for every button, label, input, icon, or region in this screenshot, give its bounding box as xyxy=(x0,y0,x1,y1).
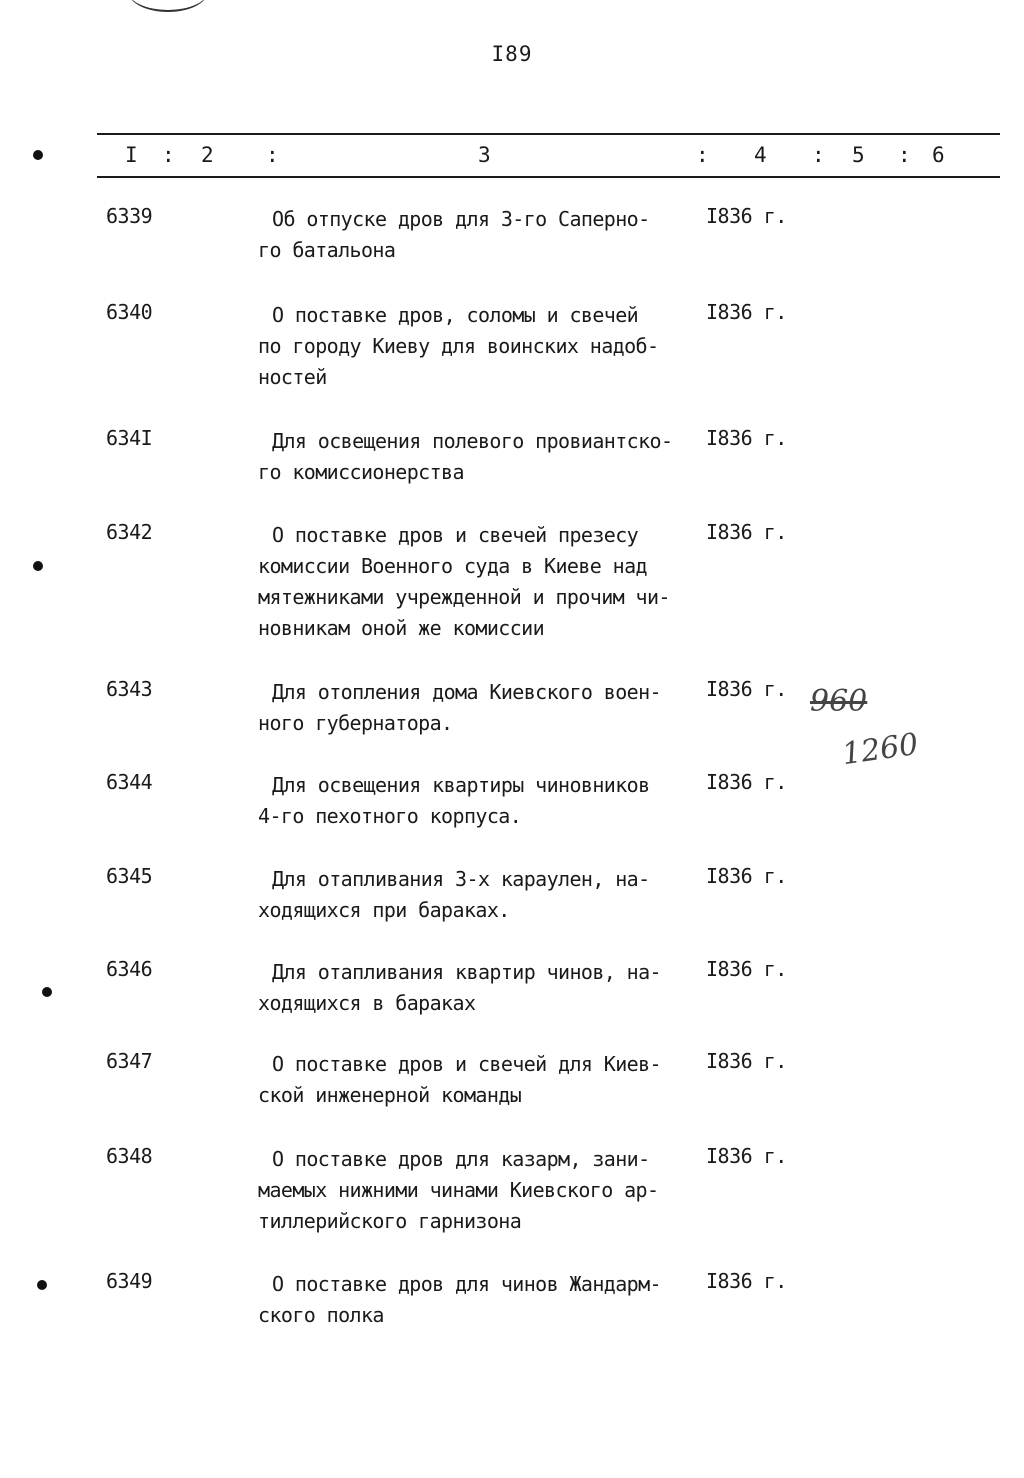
record-title-line: комиссии Военного суда в Киеве над xyxy=(258,554,647,578)
record-title-line: 4-го пехотного корпуса. xyxy=(258,804,522,828)
column-separator: : xyxy=(696,143,709,167)
margin-note-crossed: 960 xyxy=(810,684,868,719)
column-separator: : xyxy=(266,143,279,167)
record-number: 6342 xyxy=(106,520,153,544)
record-title xyxy=(258,300,718,393)
record-number: 6349 xyxy=(106,1269,153,1293)
record-number: 6348 xyxy=(106,1144,153,1168)
column-header-5: 5 xyxy=(852,143,865,167)
record-title xyxy=(258,520,718,644)
record-title-line: ностей xyxy=(258,365,327,389)
record-year: I836 г. xyxy=(706,204,787,228)
record-title-line: ходящихся в бараках xyxy=(258,991,476,1015)
column-header-3: 3 xyxy=(478,143,491,167)
stamp-fragment xyxy=(128,0,208,12)
record-title-line: Для отапливания квартир чинов, на- xyxy=(272,960,661,984)
record-number: 6346 xyxy=(106,957,153,981)
record-title-line: О поставке дров для чинов Жандарм- xyxy=(272,1272,661,1296)
record-year: I836 г. xyxy=(706,1049,787,1073)
record-title xyxy=(258,1049,718,1111)
record-year: I836 г. xyxy=(706,426,787,450)
record-number: 6347 xyxy=(106,1049,153,1073)
record-title-line: Для отапливания 3-х караулен, на- xyxy=(272,867,650,891)
margin-note: 1260 xyxy=(839,726,921,773)
record-title-line: ходящихся при бараках. xyxy=(258,898,510,922)
record-year: I836 г. xyxy=(706,520,787,544)
record-title-line: Для освещения полевого провиантско- xyxy=(272,429,673,453)
record-title-line: ского полка xyxy=(258,1303,384,1327)
header-top-rule xyxy=(97,133,1000,135)
record-year: I836 г. xyxy=(706,864,787,888)
record-title-line: го комиссионерства xyxy=(258,460,464,484)
column-header-4: 4 xyxy=(754,143,767,167)
column-header-1: I xyxy=(125,143,138,167)
record-title-line: тиллерийского гарнизона xyxy=(258,1209,522,1233)
record-title-line: О поставке дров, соломы и свечей xyxy=(272,303,639,327)
record-title xyxy=(258,1144,718,1237)
record-title xyxy=(258,204,718,266)
record-year: I836 г. xyxy=(706,1144,787,1168)
record-title-line: Для освещения квартиры чиновников xyxy=(272,773,650,797)
record-year: I836 г. xyxy=(706,300,787,324)
column-separator: : xyxy=(898,143,911,167)
record-title-line: мятежниками учрежденной и прочим чи- xyxy=(258,585,670,609)
record-title-line: маемых нижними чинами Киевского ар- xyxy=(258,1178,659,1202)
record-title-line: О поставке дров и свечей для Киев- xyxy=(272,1052,661,1076)
record-number: 6344 xyxy=(106,770,153,794)
record-title xyxy=(258,677,718,739)
record-title xyxy=(258,957,718,1019)
record-title-line: Об отпуске дров для 3-го Саперно- xyxy=(272,207,650,231)
column-separator: : xyxy=(162,143,175,167)
punch-hole xyxy=(42,987,52,997)
record-title xyxy=(258,770,718,832)
record-number: 6339 xyxy=(106,204,153,228)
record-title xyxy=(258,1269,718,1331)
punch-hole xyxy=(33,150,43,160)
record-year: I836 г. xyxy=(706,1269,787,1293)
punch-hole xyxy=(37,1280,47,1290)
header-bottom-rule xyxy=(97,176,1000,178)
record-title-line: новникам оной же комиссии xyxy=(258,616,545,640)
record-title-line: Для отопления дома Киевского воен- xyxy=(272,680,661,704)
record-title-line: ного губернатора. xyxy=(258,711,453,735)
column-header-2: 2 xyxy=(201,143,214,167)
record-title-line: го батальона xyxy=(258,238,396,262)
record-title-line: ской инженерной команды xyxy=(258,1083,522,1107)
record-title-line: О поставке дров для казарм, зани- xyxy=(272,1147,650,1171)
record-title-line: по городу Киеву для воинских надоб- xyxy=(258,334,659,358)
column-separator: : xyxy=(812,143,825,167)
column-header-6: 6 xyxy=(932,143,945,167)
record-number: 634I xyxy=(106,426,153,450)
record-title xyxy=(258,426,718,488)
punch-hole xyxy=(33,561,43,571)
page-number: I89 xyxy=(491,42,533,66)
record-number: 6345 xyxy=(106,864,153,888)
record-number: 6340 xyxy=(106,300,153,324)
record-title xyxy=(258,864,718,926)
record-year: I836 г. xyxy=(706,957,787,981)
record-year: I836 г. xyxy=(706,677,787,701)
record-number: 6343 xyxy=(106,677,153,701)
record-title-line: О поставке дров и свечей презесу xyxy=(272,523,639,547)
record-year: I836 г. xyxy=(706,770,787,794)
